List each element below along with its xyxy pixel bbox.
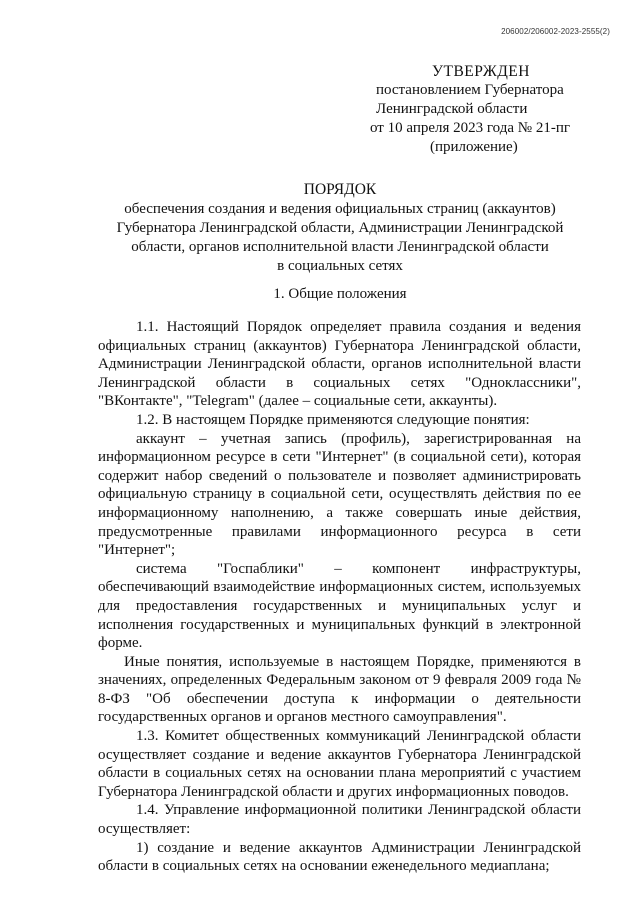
title-main: ПОРЯДОК [303, 181, 377, 198]
paragraph: система "Госпаблики" – компонент инфраструктуры, обеспечивающий взаимодействие информационных систем, используемых для предоставления государственных и муниципальных услуг и исполнения государственных и муниципальных функций в электронной форме. [98, 560, 581, 652]
title-line: Губернатора Ленинградской области, Администрации Ленинградской [116, 220, 564, 236]
paragraph: 1) создание и ведение аккаунтов Администрации Ленинградской области в социальных сетях на основании еженедельного медиаплана; [98, 839, 581, 875]
document-title [90, 180, 590, 276]
approval-line: от 10 апреля 2023 года № 21-пг [370, 120, 571, 136]
section-heading: 1. Общие положения [273, 286, 407, 302]
title-line: области, органов исполнительной власти Ленинградской области [131, 239, 549, 255]
approval-line: (приложение) [430, 139, 518, 155]
paragraph: 1.4. Управление информационной политики Ленинградской области осуществляет: [98, 802, 581, 838]
document-registration-number: 206002/206002-2023-2555(2) [501, 27, 610, 36]
paragraph: аккаунт – учетная запись (профиль), зарегистрированная на информационном ресурсе в сети "Интернет" (в социальной сети), которая содержит набор сведений о пользователе и позволяет администрировать официальную страницу в социальной сети, осуществлять действия по ее информационному наполнению, а также совершать иные действия, предусмотренные правилами информационного ресурса в сети "Интернет"; [98, 430, 581, 559]
paragraph: 1.1. Настоящий Порядок определяет правила создания и ведения официальных страниц (аккаунтов) Губернатора Ленинградской области, Администрации Ленинградской области, органов исполнительной власти Ленинградской области в социальных сетях "Одноклассники", "ВКонтакте", "Telegram" (далее – социальные сети, аккаунты). [98, 319, 581, 410]
paragraph: Иные понятия, используемые в настоящем Порядке, применяются в значениях, определенных Федеральным законом от 9 февраля 2009 года № 8-ФЗ "Об обеспечении доступа к информации о деятельности государственных органов и органов местного самоуправления". [98, 653, 581, 726]
title-line: обеспечения создания и ведения официальных страниц (аккаунтов) [124, 201, 556, 217]
approval-line: Ленинградской области [376, 101, 528, 117]
title-line: в социальных сетях [277, 258, 403, 274]
approval-stamp [370, 62, 600, 157]
approval-line: постановлением Губернатора [376, 82, 564, 98]
paragraph: 1.2. В настоящем Порядке применяются следующие понятия: [136, 411, 530, 428]
document-body [98, 318, 581, 876]
approval-title: УТВЕРЖДЕН [432, 63, 530, 80]
paragraph: 1.3. Комитет общественных коммуникаций Ленинградской области осуществляет создание и ведение аккаунтов Губернатора Ленинградской области в социальных сетях на основании плана мероприятий с участием Губернатора Ленинградской области и других информационных поводов. [98, 728, 581, 800]
